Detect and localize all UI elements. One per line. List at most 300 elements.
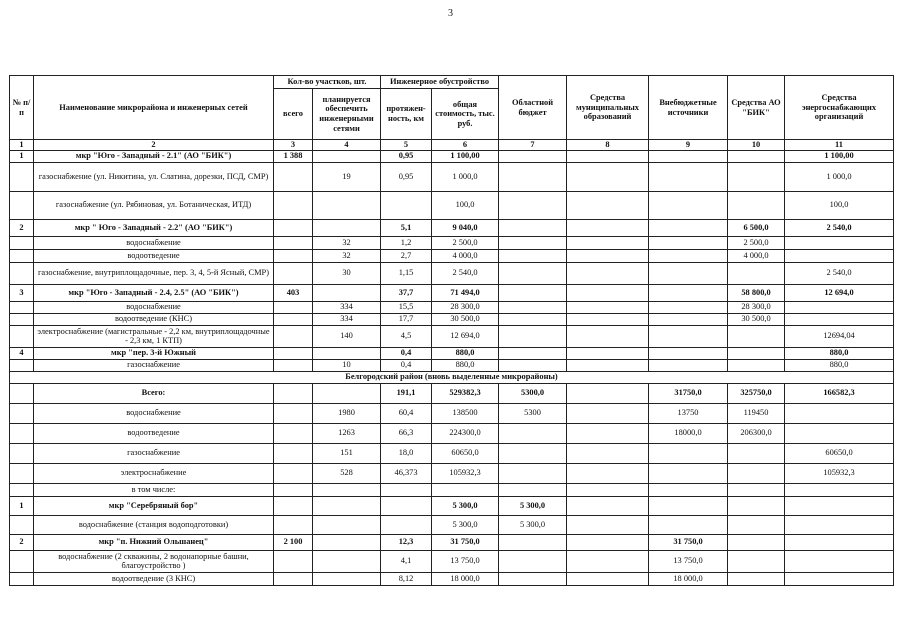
cell-length: 4,1: [381, 550, 432, 572]
cell-cost: 12 694,0: [432, 325, 499, 347]
cell-length: 12,3: [381, 534, 432, 550]
cell-sites-planned: 30: [313, 262, 381, 284]
cell-no: 2: [10, 534, 34, 550]
column-number: 3: [274, 140, 313, 151]
cell-municipal: [567, 219, 649, 236]
cell-energy: 166582,3: [785, 383, 894, 403]
cell-cost: 18 000,0: [432, 572, 499, 585]
cell-offbudget: 13750: [649, 403, 728, 423]
cell-sites-planned: 32: [313, 236, 381, 249]
cell-offbudget: [649, 496, 728, 515]
cell-offbudget: [649, 443, 728, 463]
cell-regional: [499, 191, 567, 219]
cell-municipal: [567, 301, 649, 313]
investment-table: [9, 75, 894, 586]
cell-name: водоотведение: [34, 423, 274, 443]
cell-sites-planned: [313, 572, 381, 585]
cell-energy: 12694,04: [785, 325, 894, 347]
cell-sites-total: [274, 359, 313, 371]
cell-name: в том числе:: [34, 483, 274, 496]
cell-municipal: [567, 383, 649, 403]
cell-energy: 880,0: [785, 347, 894, 359]
cell-energy: [785, 236, 894, 249]
cell-energy: 60650,0: [785, 443, 894, 463]
cell-cost: 224300,0: [432, 423, 499, 443]
cell-cost: 105932,3: [432, 463, 499, 483]
cell-sites-total: [274, 191, 313, 219]
column-number: 5: [381, 140, 432, 151]
cell-length: [381, 496, 432, 515]
cell-name: газоснабжение (ул. Рябиновая, ул. Ботаническая, ИТД): [34, 191, 274, 219]
cell-municipal: [567, 496, 649, 515]
table-row: [10, 191, 894, 219]
header-length: протяжен-ность, км: [381, 89, 432, 140]
cell-sites-planned: 10: [313, 359, 381, 371]
cell-regional: [499, 483, 567, 496]
section-title: Белгородский район (вновь выделенные микрорайоны): [10, 371, 894, 383]
cell-sites-planned: 334: [313, 301, 381, 313]
cell-regional: [499, 262, 567, 284]
table-row: [10, 496, 894, 515]
table-row: [10, 313, 894, 325]
cell-length: 60,4: [381, 403, 432, 423]
cell-sites-planned: [313, 219, 381, 236]
cell-energy: [785, 423, 894, 443]
cell-length: 17,7: [381, 313, 432, 325]
cell-offbudget: [649, 359, 728, 371]
cell-name: электроснабжение (магистральные - 2,2 км, внутриплощадочные - 2,3 км, 1 КТП): [34, 325, 274, 347]
table-row: [10, 249, 894, 262]
cell-no: 1: [10, 496, 34, 515]
cell-cost: 100,0: [432, 191, 499, 219]
cell-municipal: [567, 284, 649, 301]
cell-regional: [499, 550, 567, 572]
cell-energy: 105932,3: [785, 463, 894, 483]
cell-energy: 880,0: [785, 359, 894, 371]
cell-length: 5,1: [381, 219, 432, 236]
cell-name: Всего:: [34, 383, 274, 403]
cell-cost: 60650,0: [432, 443, 499, 463]
cell-name: водоснабжение (станция водоподготовки): [34, 515, 274, 534]
cell-cost: 2 540,0: [432, 262, 499, 284]
cell-cost: 5 300,0: [432, 496, 499, 515]
cell-sites-planned: 334: [313, 313, 381, 325]
cell-length: 15,5: [381, 301, 432, 313]
cell-energy: [785, 550, 894, 572]
cell-cost: 880,0: [432, 347, 499, 359]
column-number: 7: [499, 140, 567, 151]
cell-cost: 5 300,0: [432, 515, 499, 534]
cell-sites-total: [274, 483, 313, 496]
cell-offbudget: [649, 262, 728, 284]
cell-cost: 880,0: [432, 359, 499, 371]
cell-offbudget: [649, 162, 728, 191]
cell-sites-total: [274, 463, 313, 483]
header-cost: общая стоимость, тыс. руб.: [432, 89, 499, 140]
cell-length: 66,3: [381, 423, 432, 443]
cell-sites-planned: [313, 550, 381, 572]
cell-municipal: [567, 313, 649, 325]
cell-sites-total: [274, 403, 313, 423]
cell-municipal: [567, 443, 649, 463]
cell-name: мкр "Юго - Западный - 2.1" (АО "БИК"): [34, 150, 274, 162]
cell-energy: [785, 403, 894, 423]
cell-sites-planned: [313, 284, 381, 301]
cell-length: 0,95: [381, 150, 432, 162]
cell-sites-planned: 140: [313, 325, 381, 347]
cell-cost: 1 100,00: [432, 150, 499, 162]
cell-sites-planned: [313, 150, 381, 162]
cell-name: водоснабжение (2 скважины, 2 водонапорные башни, благоустройство ): [34, 550, 274, 572]
cell-offbudget: 31750,0: [649, 383, 728, 403]
header-offbudget: Внебюджетные источники: [649, 76, 728, 140]
cell-name: мкр "Юго - Западный - 2.4, 2.5" (АО "БИК"): [34, 284, 274, 301]
cell-offbudget: [649, 191, 728, 219]
cell-regional: 5 300,0: [499, 496, 567, 515]
cell-regional: [499, 534, 567, 550]
cell-municipal: [567, 236, 649, 249]
cell-municipal: [567, 550, 649, 572]
cell-offbudget: [649, 301, 728, 313]
cell-sites-total: [274, 572, 313, 585]
cell-no: [10, 403, 34, 423]
cell-offbudget: [649, 483, 728, 496]
cell-name: водоснабжение: [34, 403, 274, 423]
cell-sites-planned: 19: [313, 162, 381, 191]
cell-no: [10, 383, 34, 403]
cell-municipal: [567, 423, 649, 443]
cell-offbudget: [649, 249, 728, 262]
table-row: [10, 483, 894, 496]
header-sites-planned: планируется обеспечить инженерными сетями: [313, 89, 381, 140]
cell-municipal: [567, 534, 649, 550]
column-number: 6: [432, 140, 499, 151]
cell-name: водоотведение (КНС): [34, 313, 274, 325]
table-row: [10, 236, 894, 249]
cell-bik: 2 500,0: [728, 236, 785, 249]
cell-offbudget: [649, 313, 728, 325]
cell-no: [10, 515, 34, 534]
cell-sites-total: [274, 262, 313, 284]
cell-sites-planned: [313, 483, 381, 496]
cell-bik: [728, 496, 785, 515]
cell-offbudget: [649, 284, 728, 301]
cell-offbudget: 31 750,0: [649, 534, 728, 550]
cell-length: 1,2: [381, 236, 432, 249]
cell-municipal: [567, 191, 649, 219]
cell-sites-planned: [313, 515, 381, 534]
cell-name: водоснабжение: [34, 236, 274, 249]
cell-name: мкр "Серебряный бор": [34, 496, 274, 515]
cell-regional: [499, 162, 567, 191]
cell-energy: [785, 249, 894, 262]
cell-name: водоотведение: [34, 249, 274, 262]
cell-energy: [785, 496, 894, 515]
cell-sites-total: [274, 301, 313, 313]
cell-offbudget: [649, 347, 728, 359]
cell-no: [10, 572, 34, 585]
cell-cost: 2 500,0: [432, 236, 499, 249]
cell-offbudget: [649, 325, 728, 347]
table-row: [10, 359, 894, 371]
cell-no: [10, 249, 34, 262]
cell-regional: 5300,0: [499, 383, 567, 403]
cell-energy: [785, 483, 894, 496]
cell-regional: 5 300,0: [499, 515, 567, 534]
cell-no: [10, 262, 34, 284]
cell-municipal: [567, 249, 649, 262]
cell-no: 1: [10, 150, 34, 162]
cell-sites-planned: 32: [313, 249, 381, 262]
cell-regional: [499, 150, 567, 162]
cell-no: [10, 550, 34, 572]
table-row: [10, 347, 894, 359]
cell-bik: [728, 515, 785, 534]
header-bik: Средства АО "БИК": [728, 76, 785, 140]
table-row: [10, 515, 894, 534]
cell-length: 0,4: [381, 359, 432, 371]
cell-length: 0,95: [381, 162, 432, 191]
column-number: 9: [649, 140, 728, 151]
cell-bik: [728, 191, 785, 219]
cell-sites-total: [274, 219, 313, 236]
cell-sites-planned: 151: [313, 443, 381, 463]
cell-name: газоснабжение: [34, 443, 274, 463]
cell-length: 0,4: [381, 347, 432, 359]
cell-offbudget: [649, 515, 728, 534]
cell-name: водоснабжение: [34, 301, 274, 313]
cell-no: [10, 313, 34, 325]
column-number: 1: [10, 140, 34, 151]
cell-no: [10, 301, 34, 313]
table-row: [10, 572, 894, 585]
cell-sites-planned: [313, 534, 381, 550]
cell-cost: 31 750,0: [432, 534, 499, 550]
cell-regional: [499, 359, 567, 371]
cell-municipal: [567, 572, 649, 585]
cell-cost: 1 000,0: [432, 162, 499, 191]
cell-bik: 119450: [728, 403, 785, 423]
cell-name: газоснабжение, внутриплощадочные, пер. 3, 4, 5-й Ясный, СМР): [34, 262, 274, 284]
cell-cost: 529382,3: [432, 383, 499, 403]
cell-energy: [785, 313, 894, 325]
cell-length: 8,12: [381, 572, 432, 585]
cell-length: 4,5: [381, 325, 432, 347]
cell-bik: [728, 162, 785, 191]
cell-regional: [499, 219, 567, 236]
cell-offbudget: [649, 150, 728, 162]
cell-sites-total: 2 100: [274, 534, 313, 550]
cell-sites-planned: 1263: [313, 423, 381, 443]
table-row: [10, 443, 894, 463]
cell-name: газоснабжение: [34, 359, 274, 371]
cell-cost: 9 040,0: [432, 219, 499, 236]
cell-regional: [499, 423, 567, 443]
cell-cost: [432, 483, 499, 496]
cell-cost: 4 000,0: [432, 249, 499, 262]
cell-cost: 71 494,0: [432, 284, 499, 301]
page-number: 3: [448, 8, 453, 19]
cell-no: [10, 325, 34, 347]
cell-energy: 1 100,00: [785, 150, 894, 162]
cell-length: 2,7: [381, 249, 432, 262]
cell-energy: 100,0: [785, 191, 894, 219]
cell-energy: 12 694,0: [785, 284, 894, 301]
header-sites-group: Кол-во участков, шт.: [274, 76, 381, 89]
cell-sites-total: [274, 423, 313, 443]
cell-sites-total: [274, 496, 313, 515]
cell-no: 2: [10, 219, 34, 236]
cell-length: 1,15: [381, 262, 432, 284]
table-row: [10, 463, 894, 483]
cell-municipal: [567, 347, 649, 359]
cell-no: [10, 162, 34, 191]
cell-energy: [785, 515, 894, 534]
cell-length: 37,7: [381, 284, 432, 301]
header-name: Наименование микрорайона и инженерных сетей: [34, 76, 274, 140]
cell-bik: [728, 262, 785, 284]
header-energy: Средства энергоснабжающих организаций: [785, 76, 894, 140]
cell-sites-planned: [313, 496, 381, 515]
cell-sites-planned: [313, 191, 381, 219]
cell-regional: [499, 249, 567, 262]
cell-bik: [728, 359, 785, 371]
cell-bik: [728, 347, 785, 359]
table-row: [10, 284, 894, 301]
cell-sites-total: 1 388: [274, 150, 313, 162]
cell-municipal: [567, 162, 649, 191]
cell-name: водоотведение (3 КНС): [34, 572, 274, 585]
cell-offbudget: [649, 236, 728, 249]
cell-offbudget: [649, 463, 728, 483]
header-no: № п/п: [10, 76, 34, 140]
cell-bik: [728, 550, 785, 572]
cell-no: [10, 191, 34, 219]
cell-cost: 138500: [432, 403, 499, 423]
table-row: [10, 534, 894, 550]
cell-sites-planned: [313, 347, 381, 359]
cell-bik: 4 000,0: [728, 249, 785, 262]
cell-sites-total: [274, 515, 313, 534]
cell-bik: [728, 534, 785, 550]
cell-cost: 13 750,0: [432, 550, 499, 572]
cell-municipal: [567, 515, 649, 534]
cell-offbudget: 18 000,0: [649, 572, 728, 585]
cell-bik: 28 300,0: [728, 301, 785, 313]
cell-sites-total: [274, 325, 313, 347]
cell-bik: 325750,0: [728, 383, 785, 403]
column-numbers-row: [10, 140, 894, 151]
column-number: 8: [567, 140, 649, 151]
cell-energy: 2 540,0: [785, 219, 894, 236]
cell-sites-total: [274, 313, 313, 325]
cell-bik: 30 500,0: [728, 313, 785, 325]
cell-municipal: [567, 403, 649, 423]
cell-bik: [728, 150, 785, 162]
cell-bik: 6 500,0: [728, 219, 785, 236]
cell-regional: [499, 572, 567, 585]
cell-length: 18,0: [381, 443, 432, 463]
cell-length: [381, 483, 432, 496]
cell-bik: 206300,0: [728, 423, 785, 443]
cell-bik: [728, 572, 785, 585]
header-regional: Областной бюджет: [499, 76, 567, 140]
cell-energy: [785, 301, 894, 313]
cell-cost: 28 300,0: [432, 301, 499, 313]
cell-regional: [499, 313, 567, 325]
table-row: [10, 550, 894, 572]
cell-sites-total: [274, 249, 313, 262]
cell-sites-total: 403: [274, 284, 313, 301]
cell-cost: 30 500,0: [432, 313, 499, 325]
cell-length: [381, 191, 432, 219]
cell-offbudget: 13 750,0: [649, 550, 728, 572]
cell-offbudget: 18000,0: [649, 423, 728, 443]
cell-regional: [499, 443, 567, 463]
cell-energy: [785, 572, 894, 585]
cell-no: [10, 443, 34, 463]
table-row: [10, 262, 894, 284]
cell-no: [10, 236, 34, 249]
header-sites-total: всего: [274, 89, 313, 140]
table-row: [10, 403, 894, 423]
cell-municipal: [567, 325, 649, 347]
cell-no: 3: [10, 284, 34, 301]
table-row: [10, 383, 894, 403]
cell-bik: [728, 463, 785, 483]
table-row: [10, 219, 894, 236]
table-row: [10, 150, 894, 162]
cell-no: 4: [10, 347, 34, 359]
cell-sites-total: [274, 162, 313, 191]
cell-regional: [499, 325, 567, 347]
cell-name: мкр "пер. 3-й Южный: [34, 347, 274, 359]
cell-energy: 1 000,0: [785, 162, 894, 191]
cell-length: 46,373: [381, 463, 432, 483]
table-row: [10, 325, 894, 347]
column-number: 2: [34, 140, 274, 151]
column-number: 4: [313, 140, 381, 151]
cell-municipal: [567, 262, 649, 284]
cell-sites-total: [274, 443, 313, 463]
column-number: 11: [785, 140, 894, 151]
cell-sites-total: [274, 236, 313, 249]
cell-regional: [499, 301, 567, 313]
cell-municipal: [567, 150, 649, 162]
cell-regional: [499, 284, 567, 301]
cell-bik: [728, 325, 785, 347]
column-number: 10: [728, 140, 785, 151]
cell-energy: 2 540,0: [785, 262, 894, 284]
cell-offbudget: [649, 219, 728, 236]
cell-municipal: [567, 463, 649, 483]
table-row: [10, 162, 894, 191]
cell-sites-planned: [313, 383, 381, 403]
cell-name: мкр "п. Нижний Ольшанец": [34, 534, 274, 550]
cell-regional: [499, 236, 567, 249]
cell-sites-total: [274, 383, 313, 403]
cell-sites-planned: 528: [313, 463, 381, 483]
cell-sites-total: [274, 347, 313, 359]
cell-no: [10, 423, 34, 443]
cell-sites-planned: 1980: [313, 403, 381, 423]
cell-name: электроснабжение: [34, 463, 274, 483]
cell-no: [10, 463, 34, 483]
cell-no: [10, 359, 34, 371]
cell-regional: [499, 347, 567, 359]
cell-sites-total: [274, 550, 313, 572]
cell-municipal: [567, 359, 649, 371]
